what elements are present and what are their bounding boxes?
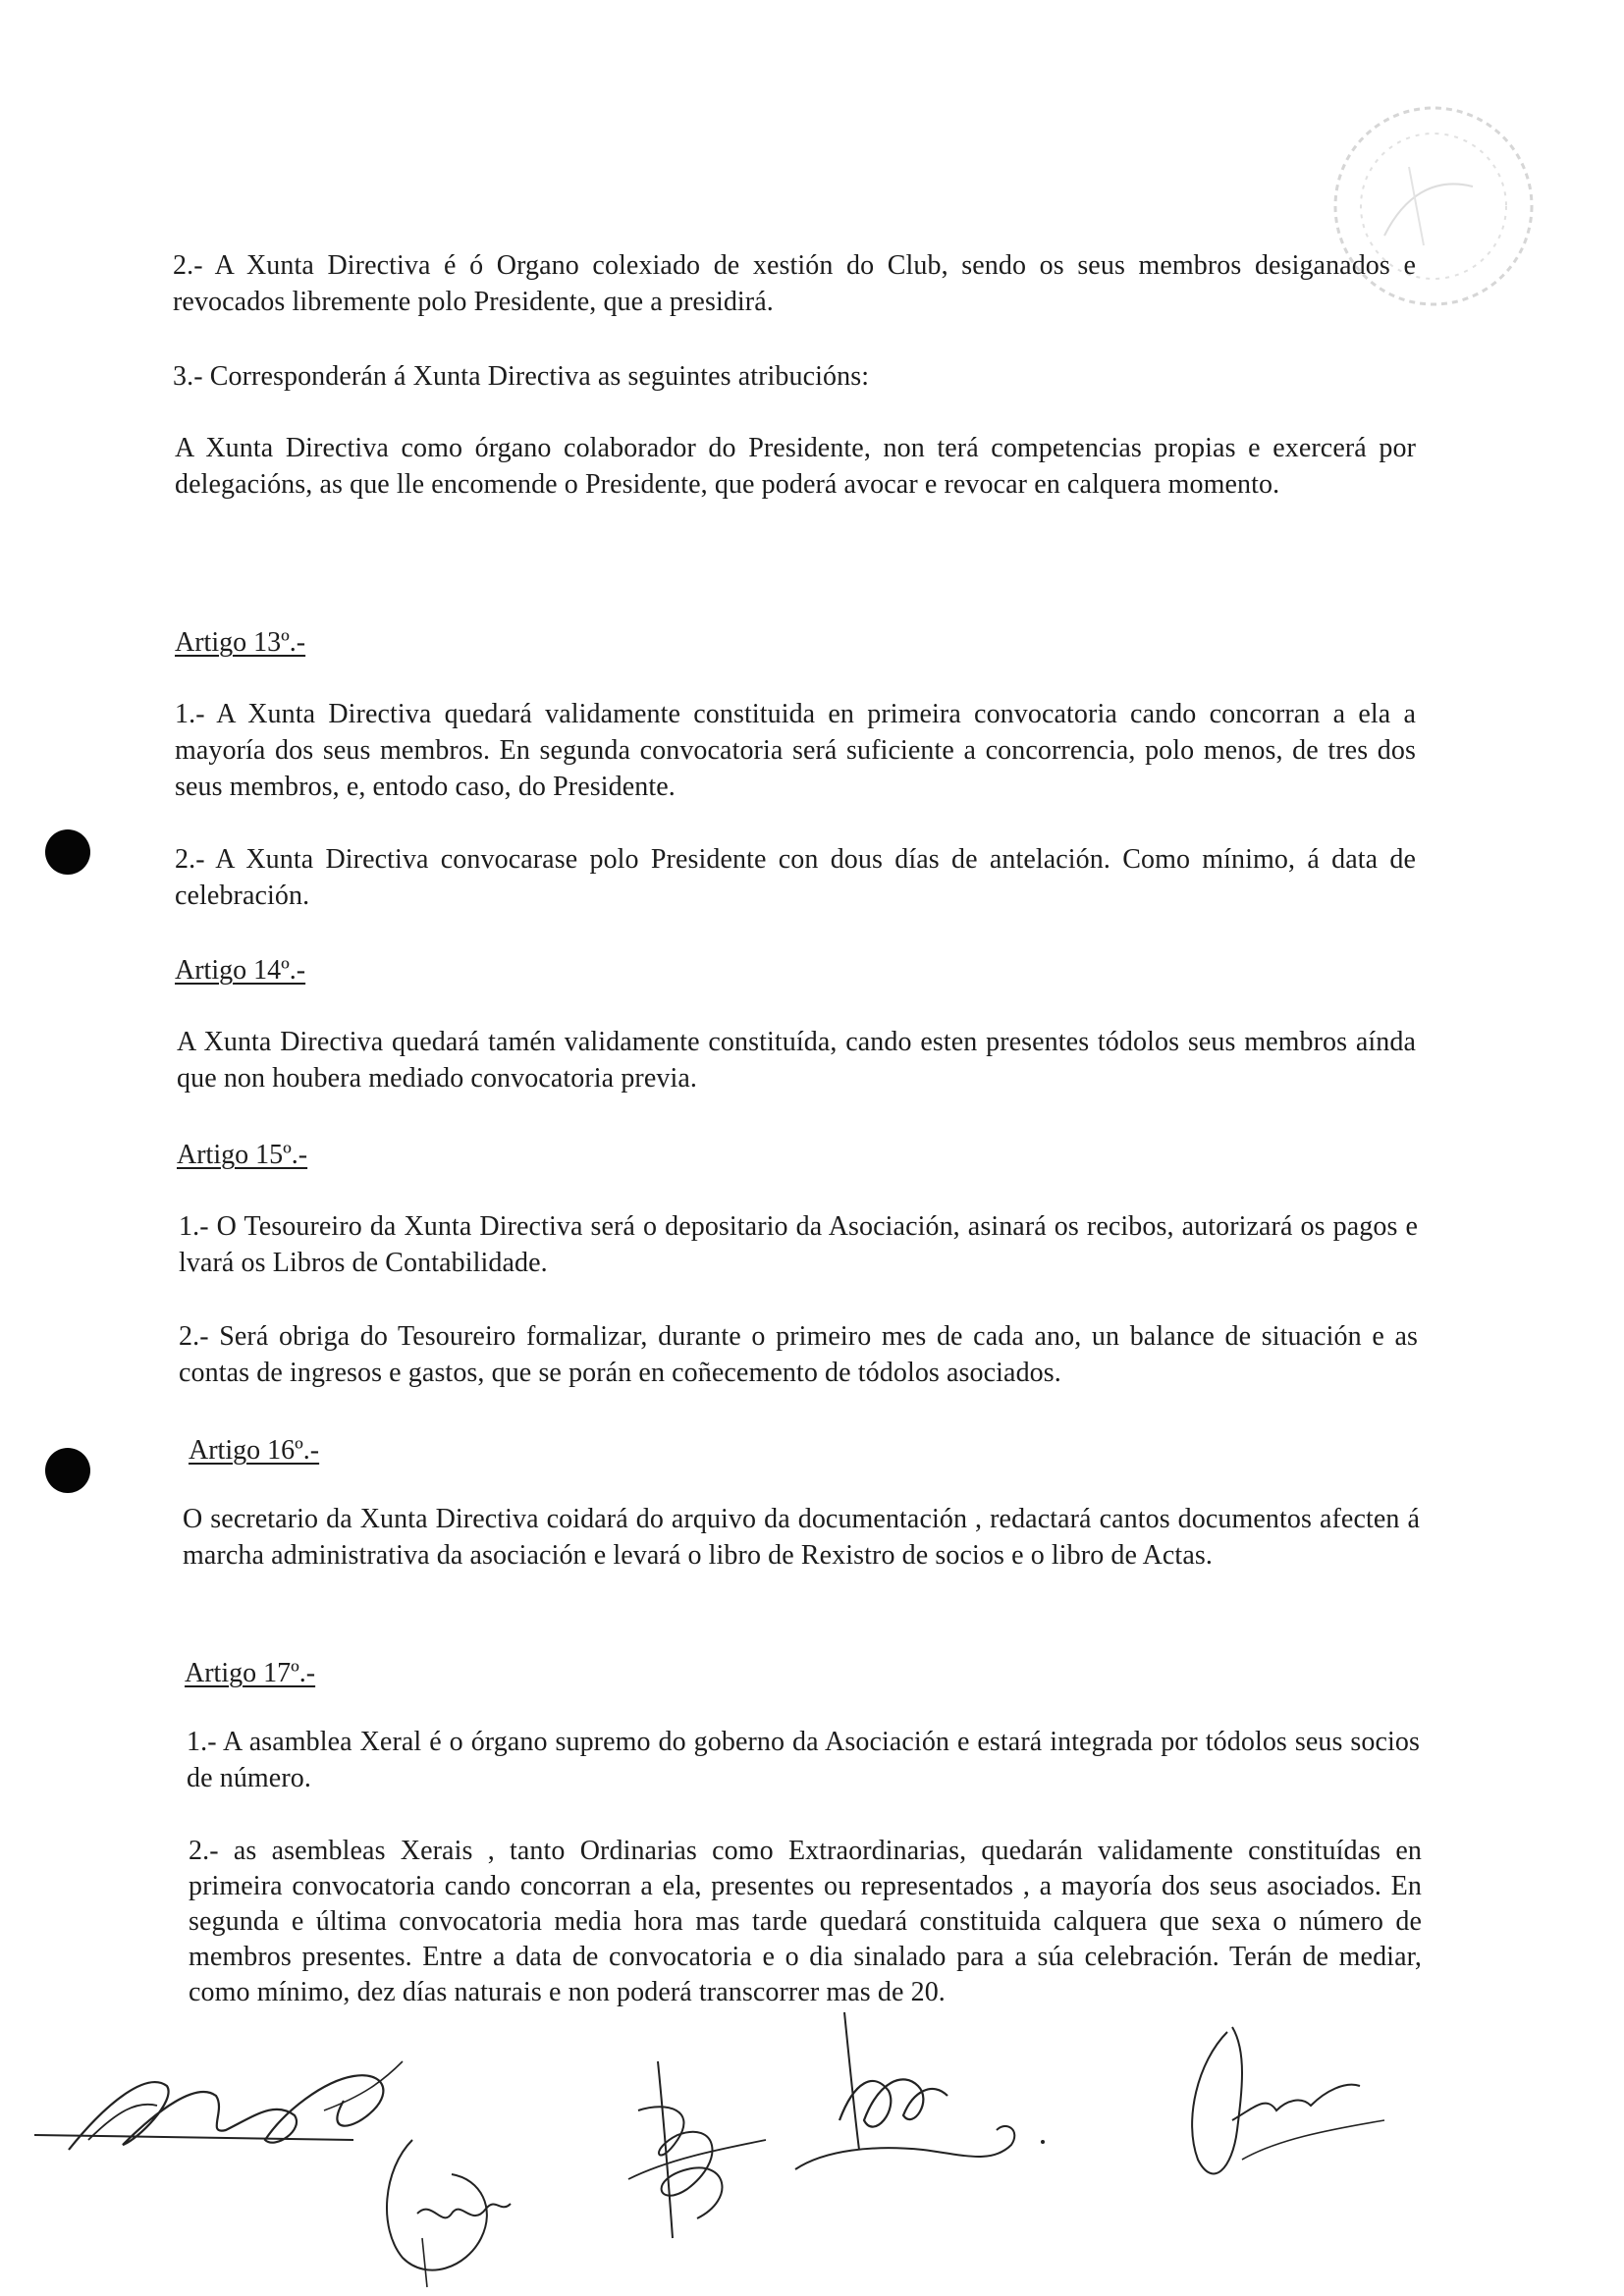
- heading-artigo-17: Artigo 17º.-: [185, 1658, 316, 1688]
- heading-artigo-13: Artigo 13º.-: [175, 627, 306, 658]
- paragraph-artigo-17-1: 1.- A asamblea Xeral é o órgano supremo do goberno da Asociación e estará integrada por tódolos seus socios de número.: [187, 1727, 1420, 1793]
- heading-artigo-16: Artigo 16º.-: [189, 1435, 320, 1466]
- paragraph-artigo-15-2: 2.- Será obriga do Tesoureiro formalizar, durante o primeiro mes de cada ano, un balance de situación e as contas de ingresos e gastos, que se porán en coñecemento de tódolos asociados.: [179, 1321, 1418, 1388]
- paragraph-artigo-15-1: 1.- O Tesoureiro da Xunta Directiva será o depositario da Asociación, asinará os recibos, autorizará os pagos e lvará os Libros de Contabilidade.: [179, 1211, 1418, 1278]
- signature-2: [373, 2120, 520, 2292]
- signature-3: [619, 2052, 776, 2248]
- heading-artigo-15: Artigo 15º.-: [177, 1140, 308, 1170]
- punch-hole-upper: [45, 829, 90, 875]
- paragraph-artigo-13-2: 2.- A Xunta Directiva convocarase polo Presidente con dous días de antelación. Como mínimo, á data de celebración.: [175, 844, 1416, 911]
- heading-artigo-14: Artigo 14º.-: [175, 955, 306, 986]
- punch-hole-lower: [45, 1448, 90, 1493]
- paragraph-artigo-13-1: 1.- A Xunta Directiva quedará validamente constituida en primeira convocatoria cando concorran a ela a mayoría dos seus membros. En segunda convocatoria será suficiente a concorrencia, polo menos, de tres dos seus membros, e, entodo caso, do Presidente.: [175, 699, 1416, 802]
- paragraph-3-atribucions: 3.- Corresponderán á Xunta Directiva as seguintes atribucións:: [173, 361, 870, 392]
- paragraph-artigo-17-2: 2.- as asembleas Xerais , tanto Ordinarias como Extraordinarias, quedarán validamente constituídas en primeira convocatoria cando concorran a ela, presentes ou representados , a mayoría dos seus asociados. En segunda e última convocatoria media hora mas tarde quedará constituida calquera que sexa o número de membros presentes. Entre a data de convocatoria e o dia sinalado para a súa celebración. Terán de mediar, como mínimo, dez días naturais e non poderá transcorrer mas de 20.: [189, 1836, 1422, 2007]
- paragraph-artigo-16: O secretario da Xunta Directiva coidará do arquivo da documentación , redactará cantos documentos afecten á marcha administrativa da asociación e levará o libro de Rexistro de socios e o libro de Actas.: [183, 1504, 1420, 1571]
- paragraph-2-xunta-directiva: 2.- A Xunta Directiva é ó Organo colexiado de xestión do Club, sendo os seus membros desiganados e revocados libremente polo Presidente, que a presidirá.: [173, 250, 1416, 317]
- signature-5: [1159, 2012, 1394, 2199]
- paragraph-artigo-14: A Xunta Directiva quedará tamén validamente constituída, cando esten presentes tódolos seus membros aínda que non houbera mediado convocatoria previa.: [177, 1027, 1416, 1094]
- paragraph-organo-colaborador: A Xunta Directiva como órgano colaborador do Presidente, non terá competencias propias e exercerá por delegacións, as que lle encomende o Presidente, que poderá avocar e revocar en calquera momento.: [175, 433, 1416, 500]
- signature-4: [785, 2002, 1070, 2199]
